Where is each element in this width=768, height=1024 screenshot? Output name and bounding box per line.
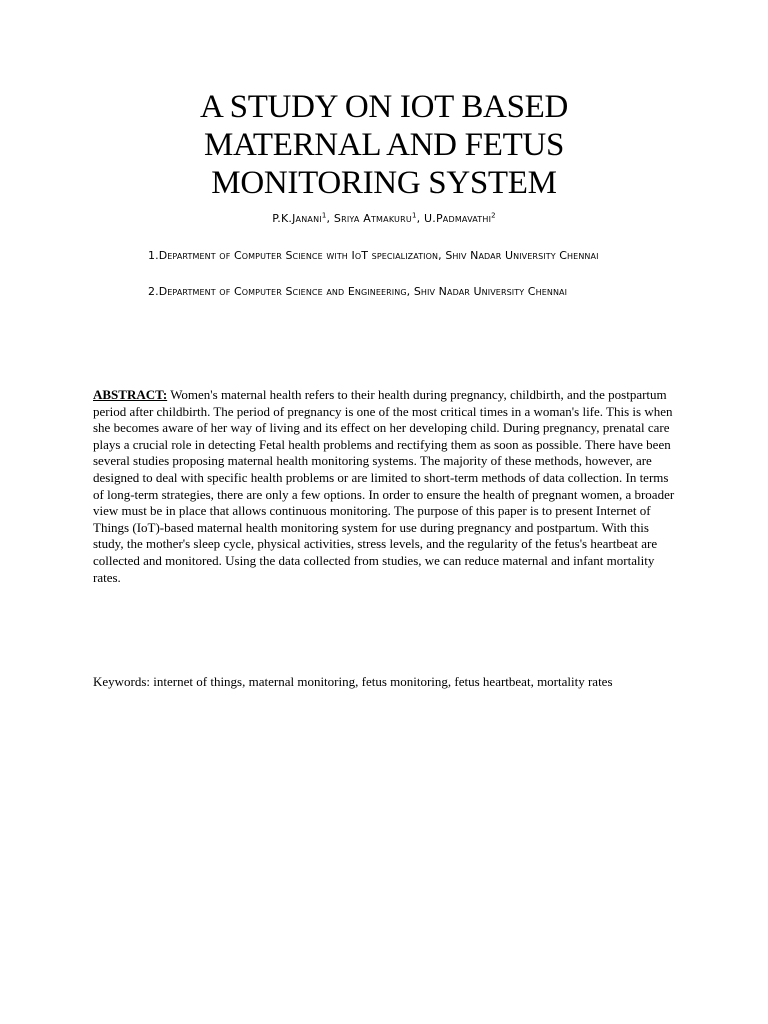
title-line: A STUDY ON IOT BASED — [199, 89, 569, 125]
abstract-body: Women's maternal health refers to their health during pregnancy, childbirth, and the postpartum period after childbirth. The period of pregnancy is one of the most critical times in a woman's life. This is when she becomes aware of her way of living and its effect on her developing child. During pregnancy, prenatal care plays a crucial role in detecting Fetal health problems and rectifying them as soon as possible. There have been several studies proposing maternal health monitoring systems. The majority of these methods, however, are designed to deal with specific health problems or are limited to short-term methods of data collection. In terms of long-term strategies, there are only a few options. In order to ensure the health of pregnant women, a broader view must be in place that allows continuous monitoring. The purpose of this paper is to present Internet of Things (IoT)-based maternal health monitoring system for use during pregnancy and postpartum. With this study, the mother's sleep cycle, physical activities, stress levels, and the regularity of the fetus's heartbeat are collected and monitored. Using the data collected from studies, we can reduce maternal and infant mortality rates. — [93, 387, 675, 585]
author-list — [100, 212, 668, 226]
author-name: P.K.Janani — [272, 212, 322, 225]
abstract-label: ABSTRACT: — [93, 387, 168, 402]
abstract — [93, 387, 675, 586]
author-name: U.Padmavathi — [424, 212, 492, 225]
author-affiliation-marker: 1 — [411, 211, 417, 220]
paper-title — [100, 88, 668, 202]
author-separator: , — [416, 212, 424, 225]
title-line: MATERNAL AND FETUS — [203, 127, 565, 163]
keywords: Keywords: internet of things, maternal monitoring, fetus monitoring, fetus heartbeat, mortality rates — [93, 674, 613, 689]
author-name: Sriya Atmakuru — [333, 212, 412, 225]
author-affiliation-marker: 2 — [491, 211, 496, 220]
author-separator: , — [326, 212, 334, 225]
affiliation: 2.Department of Computer Science and Engineering, Shiv Nadar University Chennai — [148, 285, 568, 298]
author-affiliation-marker: 1 — [321, 211, 327, 220]
affiliation: 1.Department of Computer Science with IoT specialization, Shiv Nadar University Chennai — [148, 249, 599, 262]
title-line: MONITORING SYSTEM — [211, 165, 557, 201]
